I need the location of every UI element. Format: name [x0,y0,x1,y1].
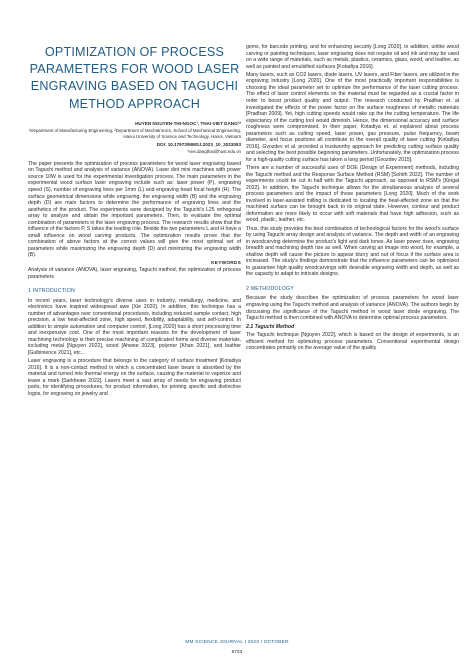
methodology-paragraph: Because the study describes the optimization of process parameters for wood laser engraving using the Taguchi method and analysis of variance (ANOVA). The authors begin by discussing the significance of the Taguchi method in wood laser diode engraving. The Taguchi method is then combined with ANOVA to determine optimal process parameters. [246,295,459,322]
section-heading-methodology: 2 METHODOLOGY [246,285,294,292]
section-heading-introduction: 1 INTRODUCTION [28,288,75,295]
corresponding-email: *viet.dangthai@hust.edu.vn [187,148,241,154]
keywords-heading: KEYWORDS [211,261,241,267]
body-paragraph-1: gems, for barcode printing, and for enhancing security [Long 2020]. In addition, unlike wood carving or painting techniques, laser engraving does not require oil and ink and may be used on a wide range of materials, such as metals, plastics, ceramics, glass, wood, and leather, as well as painted and emulsified surfaces [Kotadiya 2016]. [246,44,459,70]
affiliation: ¹Department of Manufacturing Engineering, ²Department of Mechatronics, School of Mechanical Engineering, Hanoi University of Science and Technology, Hanoi, Vietnam [28,127,241,139]
doi: DOI: 10.17973/MMSJ.2023_10_2023053 [156,141,241,147]
left-column [28,44,241,399]
page-number: 6723 [231,650,243,655]
body-paragraph-3: There are a number of successful uses of DOE (Design of Experiment) methods, including the Taguchi method and the Response Surface Method (RSM) [Sohith 2022]. The number of experiments could be cut in half with the Taguchi approach, as opposed to RSM's [Kirigal 2022]. In addition, the Taguchi technique allows for the simultaneous analysis of several process parameters and the impact of those parameters [Long 2020]. Much of the work involved in laser-assisted milling is dedicated to locating the heat-affected zone so that the machined surface can be brought back to its original state. However, contour and product deformation are more likely to occur with soft materials that have high adhesion, such as wood, plastic, leather, etc. [246,165,459,224]
keywords: Analysis of variance (ANOVA), laser engraving, Taguchi method, the optimization of process parameters [28,267,241,280]
abstract: The paper presents the optimization of process parameters for wood laser engraving based on Taguchi method and analysis of variance (ANOVA). Laser diot mini machines with power source 10W is used for the experimental investigation process. The main parameters in the experimental wood surface laser engraving include such as: laser power (P), engraving speed (S), number of engraving lines per 1mm (L) and engraving head focal height (H). The surface geometrical dimensions while engraving, the engraving width (B) and the engraving depth (D) are main factors to determine the performance of engraving lines and the aesthetics of the product. The experiments were designed by the Taguchi's L25 orthogonal array to analyze and obtain the important parameters. Then, to evaluate the optimal combination of parameters in the laser engraving process. The research results show that the influence of the factors P, S takes the leading role. Beside the two parameters L and H have a small influence on wood carving products. The optimization results prove that the combination of above factors at the correct values will give the most optimal set of parameters while maximizing the engraving depth (D) and minimizing the engraving width (B). [28,160,241,259]
right-column [246,44,459,353]
intro-paragraph-2: Laser engraving is a procedure that belongs to the category of surface treatment [Kotadiya 2016]. It is a non-contact method in which a concentrated laser beam is absorbed by the material and turned into thermal energy on the surface, causing the material to vaporize and leave a mark [Sarkheaw 2022]. Lasers meet a vast array of needs for engraving product parts, for identifying procedures, for product information, for printing specific and distinctive logos, for engraving on jewelry and [28,358,241,397]
intro-paragraph-1: In recent years, laser technology's diverse uses in industry, metallurgy, medicine, and electronics have inspired widespread awe [Xie 2020]. In addition, this technique has a number of advantages over conventional procedures, including reduced sample contact, high precision, a low heat-affected zone, high speed, flexibility, adaptability, and self-control. In addition to simple automation and computer control, [Long 2020] has a short processing time and inexpensive cost. One of the most important reasons for the development of laser machining technology is their precise machining of complicated forms and diverse materials, including metal [Nguyen 2022], wood [Ahwee 2023], polymer [Khan 2021], and leather [Gulbinience 2021], etc... [28,297,241,356]
author-list: HUYEN NGUYEN-THI-NGOC¹, THAI-VIET DANG²* [135,120,241,126]
journal-footer: MM SCIENCE JOURNAL I 2023 I OCTOBER [185,640,289,645]
body-paragraph-2: Many lasers, such as CO2 lasers, diode lasers, UV lasers, and Fiber lasers, are utilized in the engraving industry [Long 2020]. One of the most practically important responsibilities is choosing the ideal parameter set to optimize the performance of the laser cutting process. The effect of laser control elements on the material must be regarded as a crucial factor in order to boost product quality and output. The research conducted by Pradhan et. al investigated the effects of the power factor on the surface roughness of metallic materials [Pradhan 2009]. Yet, high cutting speeds would rake up the the cutting temperature. The life expectancy of the cutting tool would diminish. Hence, the dimensional accuracy and surface roughness were compromised. In their paper, Kotadiya et. al explained about process parameters such as cutting speed, laser power, gas pressure, pulse frequency, beam diameter, and focus positions all contribute to the overall quality of laser cutting [Kotadiya 2016]. Gvozdev et al. provided a trustworthy approach for predicting cutting surface quality and selecting the best possible beginning parameters. Unfortunately, the optimization process for a high-quality cutting surface has taken a long period [Gvozdev 2015]. [246,71,459,163]
subsection-heading-taguchi: 2.1 Taguchi Method [246,323,295,330]
taguchi-paragraph: The Taguchi technique [Nguyen 2022], which is based on the design of experiments, is an efficient method for optimizing process parameters. Conventional experimental design concentrates primarily on the average value of the quality [246,332,459,352]
paper-title: OPTIMIZATION OF PROCESS PARAMETERS FOR WOOD LASER ENGRAVING BASED ON TAGUCHI METHOD APPROACH [29,45,240,111]
body-paragraph-4: Thus, this study provides the best combination of technological factors for the wood's surface by using Taguchi array design and analysis of variance. The depth and width of an engraving in woodcarving determine the product's light and dark tones. As laser power rises, engraving breadth and machining depth rise as well. When carving an image into wood, for example, a shallow depth will cause the picture to appear blurry and out of focus if the surface area is increased. The study's findings demonstrate that the influence parameters can be optimized to guarantee high quality woodcarvings with desirable engraving width and depth, as well as the capacity to adapt to intricate designs. [246,225,459,278]
